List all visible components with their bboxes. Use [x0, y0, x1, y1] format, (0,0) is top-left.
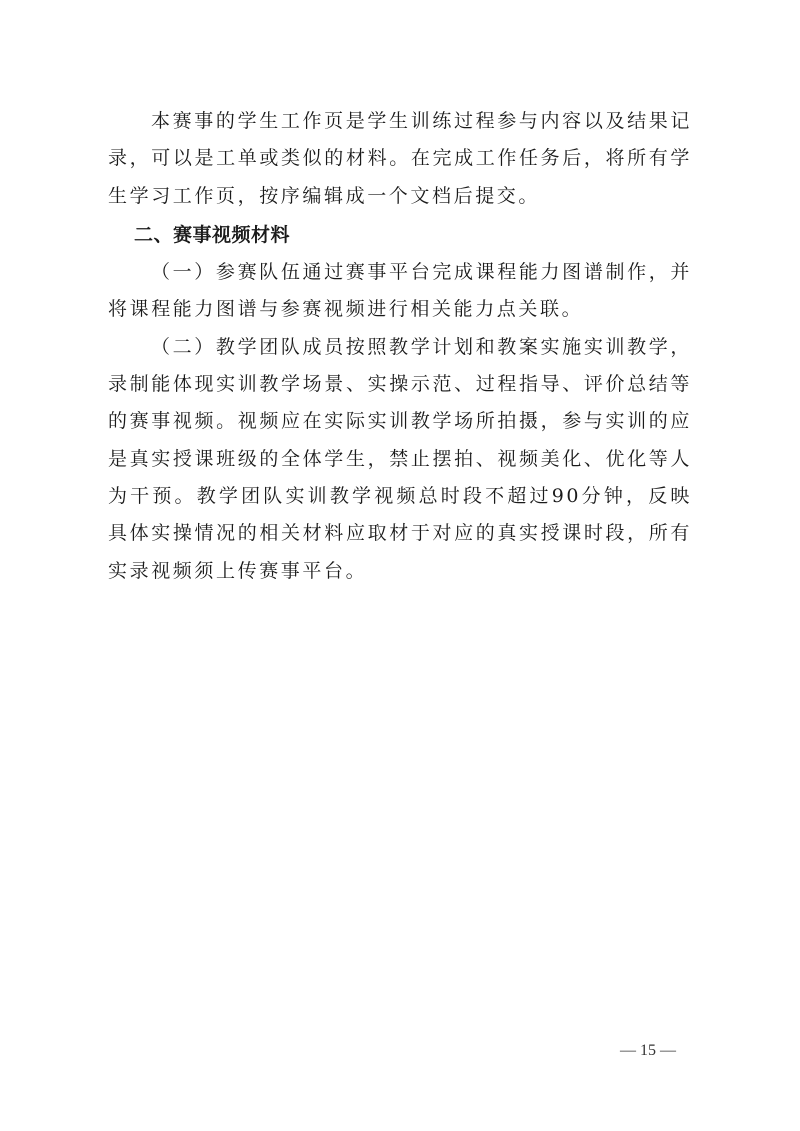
section-heading-video-materials: 二、赛事视频材料 — [134, 223, 291, 246]
page-number: — 15 — — [620, 1042, 676, 1059]
paragraph-item-two: （二）教学团队成员按照教学计划和教案实施实训教学，录制能体现实训教学场景、实操示范、过程指导、评价总结等的赛事视频。视频应在实际实训教学场所拍摄，参与实训的应是真实授课班级的全体学生，禁止摆拍、视频美化、优化等人为干预。教学团队实训教学视频总时段不超过90分钟，反映具体实操情况的相关材料应取材于对应的真实授课时段，所有实录视频须上传赛事平台。 — [108, 335, 692, 582]
paragraph-item-one: （一）参赛队伍通过赛事平台完成课程能力图谱制作，并将课程能力图谱与参赛视频进行相关能力点关联。 — [108, 261, 692, 321]
document-page — [108, 103, 692, 590]
paragraph-student-worksheet: 本赛事的学生工作页是学生训练过程参与内容以及结果记录，可以是工单或类似的材料。在完成工作任务后，将所有学生学习工作页，按序编辑成一个文档后提交。 — [108, 110, 692, 207]
